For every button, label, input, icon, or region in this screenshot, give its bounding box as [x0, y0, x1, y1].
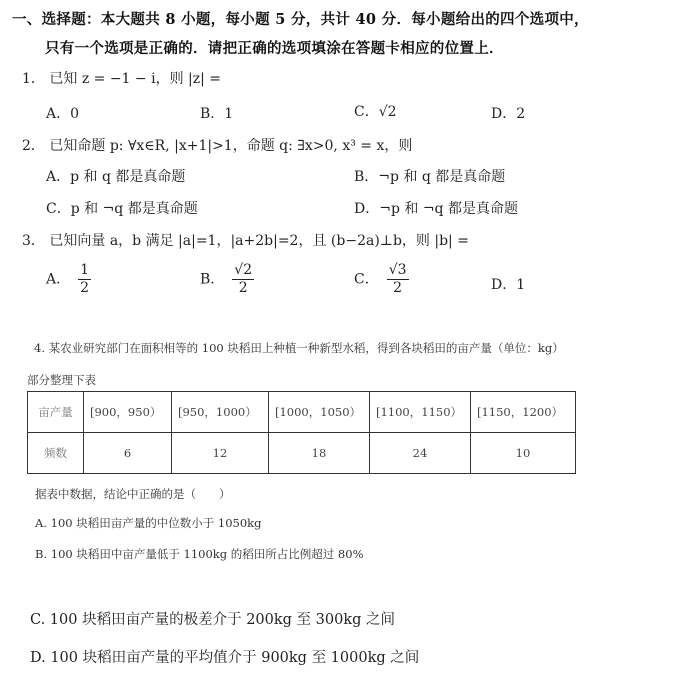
q2-option-b[interactable]: B．¬p 和 q 都是真命题	[354, 169, 506, 185]
table-cell: 6	[84, 433, 172, 474]
q4-option-a[interactable]: A. 100 块稻田亩产量的中位数小于 1050kg	[35, 516, 262, 530]
table-header-cell: [1100，1150）	[370, 392, 471, 433]
question-2	[22, 135, 412, 155]
table-header-cell: [1150，1200）	[471, 392, 576, 433]
q2-option-a[interactable]: A．p 和 q 都是真命题	[46, 169, 186, 185]
question-number: 3．	[22, 233, 45, 249]
question-1	[22, 68, 221, 88]
frequency-table	[27, 391, 576, 474]
table-header-cell: [900，950）	[84, 392, 172, 433]
question-3	[22, 230, 469, 250]
question-stem: 某农业研究部门在面积相等的 100 块稻田上种植一种新型水稻，得到各块稻田的亩产量（单位：kg）	[48, 341, 564, 355]
fraction: $\frac{1}{2}$	[80, 262, 90, 296]
section-heading-line1: 一、选择题：本大题共 8 小题，每小题 5 分，共计 40 分．每小题给出的四个选项中，	[12, 11, 589, 28]
table-row-label: 频数	[28, 433, 84, 474]
question-stem: 已知命题 p: ∀x∈R, |x+1|>1，命题 q: ∃x>0, x³ = x，则	[49, 138, 413, 154]
table-header-cell: [950，1000）	[172, 392, 269, 433]
question-number: 2．	[22, 138, 45, 154]
q1-option-a[interactable]: A．0	[46, 106, 80, 122]
question-4	[34, 340, 564, 356]
q2-option-d[interactable]: D．¬p 和 ¬q 都是真命题	[354, 201, 518, 217]
fraction: $\frac{√2}{2}$	[234, 262, 253, 296]
table-row	[28, 433, 576, 474]
q3-option-a[interactable]: A． $\frac{1}{2}$	[46, 262, 90, 296]
q3-option-c[interactable]: C． $\frac{√3}{2}$	[354, 262, 407, 296]
q3-option-d[interactable]: D．1	[491, 277, 526, 293]
q2-option-c[interactable]: C．p 和 ¬q 都是真命题	[46, 201, 198, 217]
q4-option-b[interactable]: B. 100 块稻田中亩产量低于 1100kg 的稻田所占比例超过 80%	[35, 547, 364, 561]
question-number: 4.	[34, 341, 45, 355]
q3-option-b[interactable]: B． $\frac{√2}{2}$	[200, 262, 253, 296]
table-cell: 18	[269, 433, 370, 474]
question-4-stem-line2: 部分整理下表	[27, 373, 96, 387]
q4-option-c[interactable]: C. 100 块稻田亩产量的极差介于 200kg 至 300kg 之间	[30, 612, 396, 628]
q1-option-b[interactable]: B．1	[200, 106, 234, 122]
q1-option-d[interactable]: D．2	[491, 106, 526, 122]
q1-option-c[interactable]: C．√2	[354, 104, 397, 120]
table-cell: 10	[471, 433, 576, 474]
question-number: 1．	[22, 71, 45, 87]
question-stem: 已知 z = −1 − i，则 |z| =	[49, 71, 222, 87]
table-row	[28, 392, 576, 433]
section-heading-line2: 只有一个选项是正确的．请把正确的选项填涂在答题卡相应的位置上．	[45, 40, 504, 57]
fraction: $\frac{√3}{2}$	[388, 262, 407, 296]
question-4-prompt: 据表中数据，结论中正确的是（ ）	[35, 487, 231, 501]
table-header-cell: [1000，1050）	[269, 392, 370, 433]
question-stem: 已知向量 a，b 满足 |a|=1，|a+2b|=2，且 (b−2a)⊥b，则 |b| =	[49, 233, 469, 249]
table-cell: 24	[370, 433, 471, 474]
q4-option-d[interactable]: D. 100 块稻田亩产量的平均值介于 900kg 至 1000kg 之间	[30, 650, 420, 666]
table-cell: 12	[172, 433, 269, 474]
table-header-cell: 亩产量	[28, 392, 84, 433]
